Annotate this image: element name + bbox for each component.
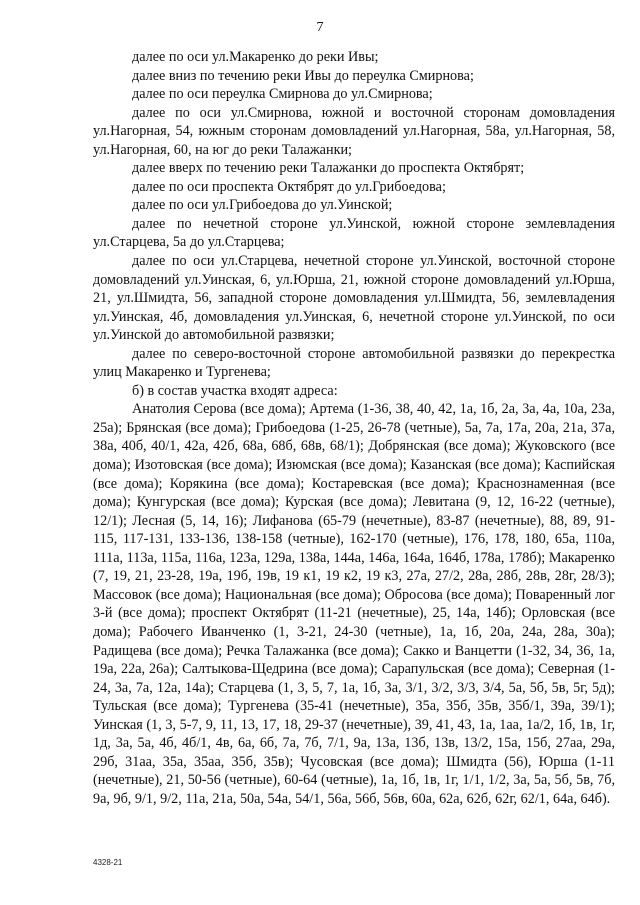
paragraph: далее по оси ул.Смирнова, южной и восточной сторонам домовладения ул.Нагорная, 54, южным сторонам домовладений ул.Нагорная, 58а, ул.Нагорная, 58, ул.Нагорная, 60, на юг до реки Талажанки; bbox=[93, 104, 615, 158]
paragraph: далее по оси переулка Смирнова до ул.Смирнова; bbox=[132, 86, 433, 103]
paragraph: далее вверх по течению реки Талажанки до проспекта Октябрят; bbox=[132, 160, 525, 177]
address-list-paragraph: Анатолия Серова (все дома); Артема (1-36, 38, 40, 42, 1а, 1б, 2а, 3а, 4а, 10а, 23а, 25а); Брянская (все дома); Грибоедова (1-25, 26-78 (четные), 5а, 7а, 17а, 20а, 21а, 37а, 38а, 40б, 40/1, 42а, 42б, 68а, 68б, 68в, 68/1); Добрянская (все дома); Жуковского (все дома); Изотовская (все дома); Изюмская (все дома); Казанская (все дома); Каспийская (все дома); Корякина (все дома); Костаревская (все дома); Краснознаменная (все дома); Кунгурская (все дома); Курская (все дома); Левитана (9, 12, 16-22 (четные), 12/1); Лесная (5, 14, 16); Лифанова (65-79 (нечетные), 83-87 (нечетные), 88, 89, 91-115, 117-131, 133-136, 138-158 (четные), 162-170 (четные), 176, 178, 180, 65а, 110а, 111а, 113а, 115а, 116а, 123а, 129а, 138а, 144а, 146а, 164а, 164б, 178а, 178б); Макаренко (7, 19, 21, 23-28, 19а, 19б, 19в, 19 к1, 19 к2, 19 к3, 27а, 27/2, 28а, 28б, 28в, 28г, 28/3); Массовок (все дома); Национальная (все дома); Обросова (все дома); Поваренный лог 3-й (все дома); проспект Октябрят (11-21 (нечетные), 25, 14а, 14б); Орловская (все дома); Рабочего Иванченко (1, 3-21, 24-30 (четные), 1а, 1б, 20а, 24а, 28а, 30а); Радищева (все дома); Речка Талажанка (все дома); Сакко и Ванцетти (1-32, 34, 36, 1а, 19а, 22а, 26а); Салтыкова-Щедрина (все дома); Сарапульская (все дома); Северная (1-24, 3а, 7а, 12а, 14а); Старцева (1, 3, 5, 7, 1а, 1б, 3а, 3/1, 3/2, 3/3, 3/4, 5а, 5б, 5в, 5г, 5д); Тульская (все дома); Тургенева (35-41 (нечетные), 35а, 35б, 35в, 35б/1, 39а, 39/1); Уинская (1, 3, 5-7, 9, 11, 13, 17, 18, 29-37 (нечетные), 39, 41, 43, 1а, 1аа, 1а/2, 1б, 1в, 1г, 1д, 3а, 5а, 4б, 4б/1, 4в, 6а, 6б, 7а, 7б, 7/1, 9а, 13а, 13б, 13в, 13/2, 15а, 15б, 27аа, 29а, 29б, 31аа, 35а, 35аа, 35б, 35в); Чусовская (все дома); Шмидта (56), Юрша (1-11 (нечетные), 21, 50-56 (четные), 60-64 (четные), 1а, 1б, 1в, 1г, 1/1, 1/2, 3а, 5а, 5б, 5в, 7б, 9а, 9б, 9/1, 9/2, 11а, 21а, 50а, 54а, 54/1, 56а, 56б, 56в, 60а, 62а, 62б, 62г, 62/1, 64а, 64б). bbox=[93, 401, 615, 807]
paragraph: б) в состав участка входят адреса: bbox=[132, 382, 338, 399]
document-body bbox=[93, 48, 615, 808]
paragraph: далее по нечетной стороне ул.Уинской, южной стороне землевладения ул.Старцева, 5а до ул.Старцева; bbox=[93, 215, 615, 251]
page-number: 7 bbox=[316, 20, 324, 35]
document-code: 4328-21 bbox=[93, 858, 123, 867]
paragraph: далее по оси ул.Макаренко до реки Ивы; bbox=[132, 49, 379, 65]
paragraph: далее вниз по течению реки Ивы до переулка Смирнова; bbox=[132, 67, 474, 84]
paragraph: далее по северо-восточной стороне автомобильной развязки до перекрестка улиц Макаренко и Тургенева; bbox=[93, 345, 615, 381]
paragraph: далее по оси ул.Грибоедова до ул.Уинской; bbox=[132, 197, 393, 214]
paragraph: далее по оси проспекта Октябрят до ул.Грибоедова; bbox=[132, 178, 446, 195]
paragraph: далее по оси ул.Старцева, нечетной стороне ул.Уинской, восточной стороне домовладений ул.Уинская, 6, ул.Юрша, 21, южной стороне домовладений ул.Юрша, 21, ул.Шмидта, 56, западной стороне домовладения ул.Шмидта, 56, землевладения ул.Уинская, 4б, домовладения ул.Уинская, 6, нечетной стороне ул.Уинской, по оси ул.Уинской до автомобильной развязки; bbox=[93, 253, 615, 344]
